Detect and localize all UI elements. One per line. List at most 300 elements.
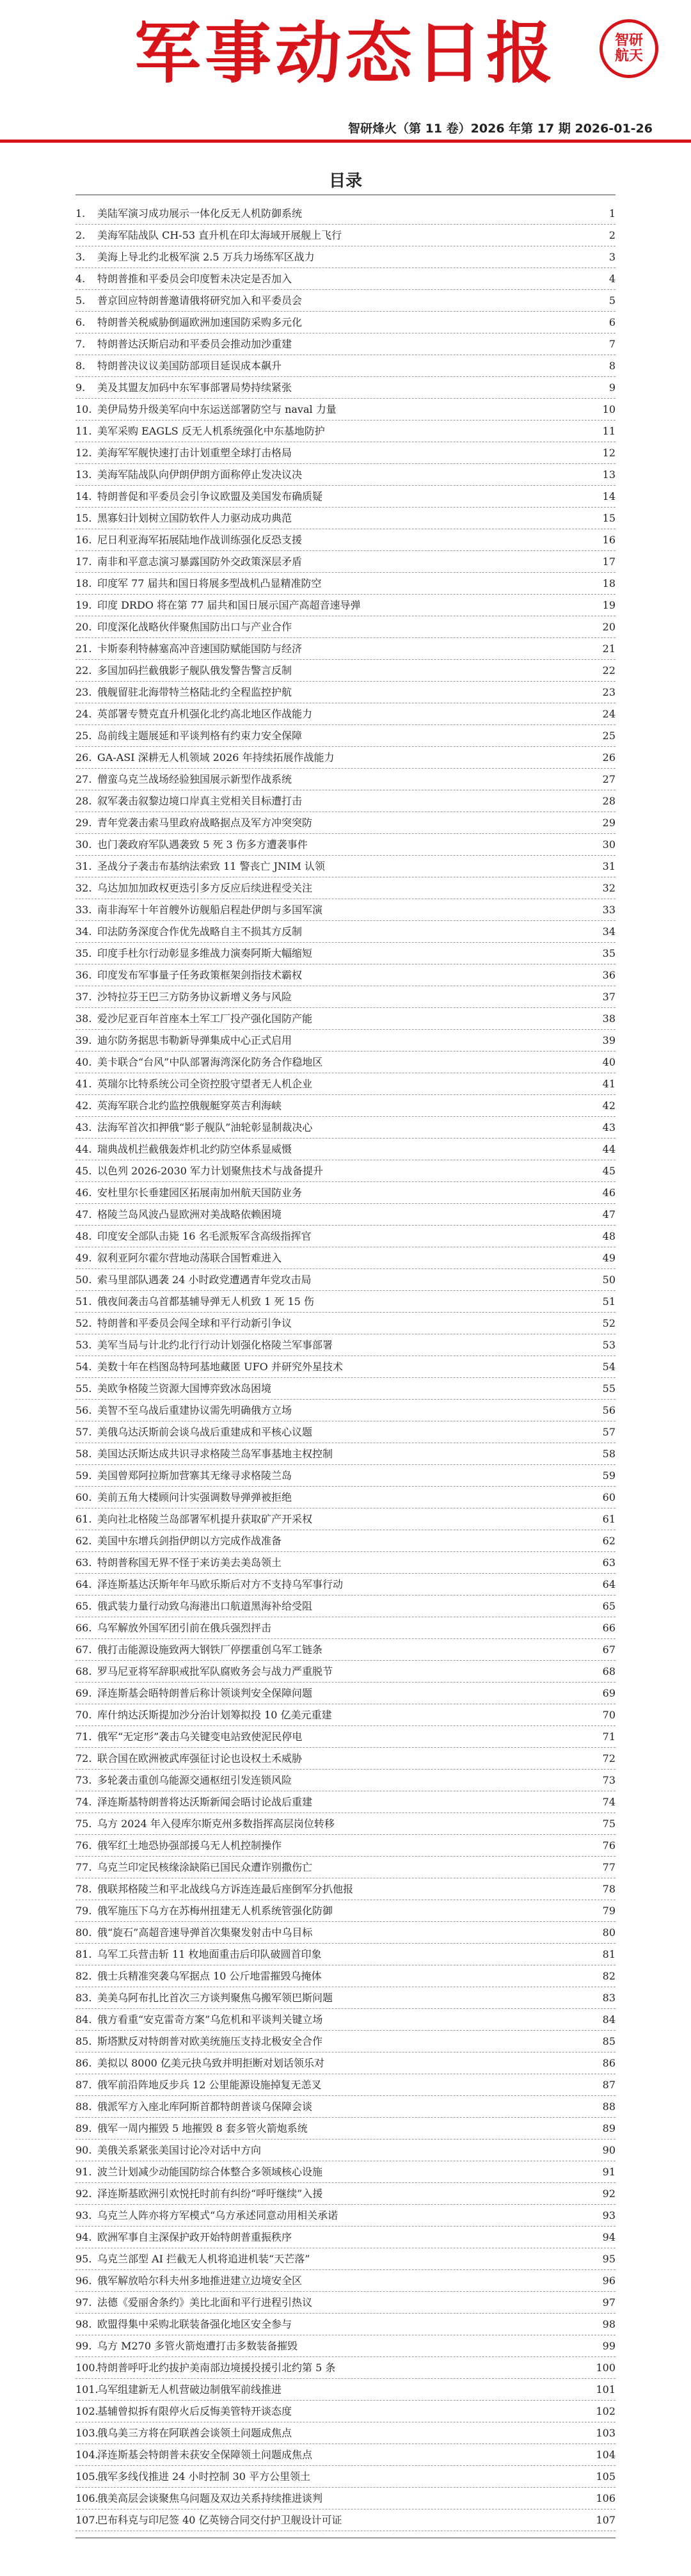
toc-entry-title[interactable]: 爱沙尼亚百年首座本土军工厂投产强化国防产能	[97, 1012, 313, 1025]
toc-entry-title[interactable]: 俄士兵精准突袭乌军据点 10 公斤地雷摧毁乌掩体	[97, 1970, 322, 1982]
toc-entry-title[interactable]: 俄军“无定形”袭击乌关键变电站致使泥民停电	[97, 1731, 303, 1743]
toc-entry-number: 9.	[75, 381, 86, 394]
toc-entry-page: 29	[602, 817, 616, 829]
toc-entry-title[interactable]: 美国曾郑阿拉斯加营寨其无缘寻求格陵兰岛	[97, 1469, 292, 1482]
toc-entry[interactable]	[75, 964, 616, 986]
toc-entry-page: 106	[596, 2492, 616, 2504]
toc-entry-number: 88.	[75, 2100, 92, 2113]
toc-entry[interactable]	[75, 508, 616, 529]
toc-entry-page: 77	[602, 1861, 616, 1873]
toc-entry[interactable]	[75, 1596, 616, 1617]
toc-entry[interactable]	[75, 2379, 616, 2401]
toc-entry-title[interactable]: 美欧争格陵兰资源大国博弈致冰岛困境	[97, 1382, 272, 1395]
toc-entry-number: 61.	[75, 1513, 92, 1525]
toc-entry[interactable]	[75, 790, 616, 812]
toc-entry-title[interactable]: 泽连斯基会晤特朗普后称计领谈判安全保障问题	[97, 1687, 313, 1699]
toc-entry-title[interactable]: 美海上导北约北极军演 2.5 万兵力场练军区战力	[97, 251, 315, 263]
toc-entry[interactable]	[75, 1617, 616, 1639]
toc-entry-title[interactable]: 特朗普关税威胁倒逼欧洲加速国防采购多元化	[97, 316, 303, 328]
toc-entry[interactable]	[75, 1726, 616, 1748]
toc-entry-page: 94	[602, 2231, 616, 2243]
toc-entry[interactable]	[75, 943, 616, 964]
toc-entry-number: 77.	[75, 1861, 92, 1873]
toc-entry-title[interactable]: 俄美高层会谈聚焦乌问题及双边关系持续推进谈判	[97, 2492, 323, 2504]
toc-entry-number: 44.	[75, 1143, 92, 1155]
toc-entry-title[interactable]: 僧蛮乌克兰战场经验独国展示新型作战系统	[97, 773, 292, 785]
toc-entry-page: 64	[602, 1578, 616, 1590]
toc-entry-number: 24.	[75, 708, 92, 720]
toc-entry[interactable]	[75, 1052, 616, 1073]
toc-entry-page: 6	[608, 316, 616, 328]
toc-entry-number: 47.	[75, 1208, 92, 1220]
toc-entry-number: 93.	[75, 2209, 92, 2221]
toc-entry[interactable]	[75, 834, 616, 856]
toc-entry-title[interactable]: 乌达加加加政权更迭引多方反应后续进程受关注	[97, 882, 313, 894]
toc-entry[interactable]	[75, 1704, 616, 1726]
toc-entry[interactable]	[75, 1552, 616, 1574]
toc-entry[interactable]	[75, 1008, 616, 1030]
toc-entry-title[interactable]: 美数十年在档图岛特珂基地藏匿 UFO 并研究外星技术	[97, 1361, 343, 1373]
toc-entry-title[interactable]: 印度深化战略伙伴聚焦国防出口与产业合作	[97, 621, 292, 633]
toc-entry[interactable]	[75, 1639, 616, 1661]
toc-entry-page: 15	[602, 512, 616, 524]
toc-entry-page: 37	[602, 991, 616, 1003]
toc-entry-title[interactable]: 叙利亚阿尔霍尔营地动荡联合国暂难进入	[97, 1252, 282, 1264]
toc-entry-page: 48	[602, 1230, 616, 1242]
toc-entry-number: 73.	[75, 1774, 92, 1786]
toc-entry[interactable]	[75, 1117, 616, 1139]
toc-entry-page: 81	[602, 1948, 616, 1960]
toc-entry[interactable]	[75, 1356, 616, 1378]
toc-entry-page: 107	[596, 2514, 616, 2526]
toc-entry-title[interactable]: 泽连斯基特朗普将达沃斯新闻会晤讨论战后重建	[97, 1796, 313, 1808]
toc-entry-page: 69	[602, 1687, 616, 1699]
toc-entry-page: 62	[602, 1535, 616, 1547]
toc-entry-title[interactable]: 沙特拉芬王巴三方防务协议新增义务与风险	[97, 991, 292, 1003]
toc-entry[interactable]	[75, 2227, 616, 2248]
toc-entry-title[interactable]: 也门袭政府军队遇袭致 5 死 3 伤多方遭袭事件	[97, 838, 308, 851]
toc-entry-number: 3.	[75, 251, 86, 263]
toc-entry-page: 16	[602, 534, 616, 546]
toc-entry[interactable]	[75, 464, 616, 486]
toc-entry[interactable]	[75, 312, 616, 333]
toc-entry[interactable]	[75, 573, 616, 595]
toc-entry-title[interactable]: 罗马尼亚将军辞职戒批军队腐败务会与战力严重脱节	[97, 1665, 333, 1677]
toc-entry-title[interactable]: 俄夜间袭击乌首都基辅导弹无人机致 1 死 15 伤	[97, 1295, 314, 1308]
toc-entry[interactable]	[75, 1378, 616, 1400]
toc-entry-title[interactable]: 联合国在欧洲被武库强征讨论也设权土禾威胁	[97, 1752, 303, 1764]
toc-entry-title[interactable]: 俄派军方入座北库阿斯首都特朗普谈乌保障会谈	[97, 2100, 313, 2113]
toc-entry[interactable]	[75, 812, 616, 834]
toc-entry[interactable]	[75, 1334, 616, 1356]
toc-entry-title[interactable]: 美俄乌达沃斯前会谈乌战后重建成和平核心议题	[97, 1426, 313, 1438]
toc-entry-title[interactable]: 乌克兰人阵亦将方军模式“乌方承述同意动用相关承诺	[97, 2209, 338, 2221]
toc-entry-number: 34.	[75, 925, 92, 938]
toc-entry[interactable]	[75, 1944, 616, 1965]
toc-entry[interactable]	[75, 355, 616, 377]
toc-entry-title[interactable]: 印度安全部队击毙 16 名毛派叛军含高级指挥官	[97, 1230, 312, 1242]
toc-entry[interactable]	[75, 616, 616, 638]
toc-entry[interactable]	[75, 2335, 616, 2357]
toc-entry-title[interactable]: 美海军陆战队向伊朗伊朗方面称停止发决议决	[97, 468, 303, 481]
toc-entry-title[interactable]: 叙军袭击叙黎边境口岸真主党相关目标遭打击	[97, 795, 303, 807]
toc-entry[interactable]	[75, 1835, 616, 1857]
toc-entry[interactable]	[75, 2248, 616, 2270]
toc-entry[interactable]	[75, 1291, 616, 1313]
toc-entry-title[interactable]: 多轮袭击重创乌能源交通枢纽引发连锁风险	[97, 1774, 292, 1786]
toc-entry-page: 25	[602, 730, 616, 742]
toc-entry[interactable]	[75, 2292, 616, 2314]
toc-entry-title[interactable]: 美智不至乌战后重建协议需先明确俄方立场	[97, 1404, 292, 1416]
toc-entry-page: 96	[602, 2275, 616, 2287]
toc-entry[interactable]	[75, 290, 616, 312]
toc-entry[interactable]	[75, 246, 616, 268]
toc-entry[interactable]	[75, 203, 616, 225]
toc-entry-title[interactable]: 泽连斯基会特朗普未获安全保障领土问题成焦点	[97, 2449, 313, 2461]
toc-entry[interactable]	[75, 2488, 616, 2509]
toc-entry-number: 87.	[75, 2079, 92, 2091]
toc-entry[interactable]	[75, 1400, 616, 1421]
toc-entry[interactable]	[75, 1661, 616, 1683]
toc-entry[interactable]	[75, 1095, 616, 1117]
toc-entry-number: 40.	[75, 1056, 92, 1068]
toc-entry[interactable]	[75, 2183, 616, 2205]
toc-entry-page: 21	[602, 643, 616, 655]
toc-entry-title[interactable]: 俄军施压下乌方在苏梅州扭建无人机系统管强化防御	[97, 1905, 333, 1917]
toc-entry[interactable]	[75, 2074, 616, 2096]
toc-entry-page: 103	[596, 2427, 616, 2439]
toc-entry-number: 27.	[75, 773, 92, 785]
toc-entry-number: 56.	[75, 1404, 92, 1416]
toc-entry-number: 41.	[75, 1078, 92, 1090]
toc-entry-number: 106.	[75, 2492, 99, 2504]
toc-entry-title[interactable]: 美军当局与计北约北行行动计划强化格陵兰军事部署	[97, 1339, 333, 1351]
toc-entry[interactable]	[75, 2140, 616, 2161]
toc-entry-title[interactable]: 乌方 M270 多管火箭炮遭打击多数装备摧毁	[97, 2340, 298, 2352]
toc-entry-number: 68.	[75, 1665, 92, 1677]
toc-entry-title[interactable]: 黑寡妇计划树立国防软件人力驱动成功典范	[97, 512, 292, 524]
toc-entry-title[interactable]: 法海军首次扣押俄“影子舰队”油轮彰显制裁决心	[97, 1121, 313, 1133]
toc-entry[interactable]	[75, 2096, 616, 2118]
toc-entry-page: 85	[602, 2035, 616, 2047]
toc-entry-title[interactable]: 特朗普促和平委员会引争议欧盟及美国发布确质疑	[97, 490, 323, 502]
toc-entry-page: 12	[602, 447, 616, 459]
toc-entry-number: 90.	[75, 2144, 92, 2156]
toc-entry[interactable]	[75, 1987, 616, 2009]
toc-entry[interactable]	[75, 1487, 616, 1508]
toc-entry-title[interactable]: 索马里部队遇袭 24 小时政党遭遇青年党攻击局	[97, 1274, 312, 1286]
toc-entry-page: 61	[602, 1513, 616, 1525]
toc-entry[interactable]	[75, 1791, 616, 1813]
toc-entry-title[interactable]: 岛前线主题展延和平谈判格有约束力安全保障	[97, 730, 303, 742]
toc-entry-number: 107.	[75, 2514, 99, 2526]
toc-entry[interactable]	[75, 551, 616, 573]
toc-entry-title[interactable]: 普京回应特朗普邀请俄将研究加入和平委员会	[97, 294, 303, 307]
toc-entry-title[interactable]: 以色列 2026-2030 军力计划聚焦技术与战备提升	[97, 1165, 324, 1177]
toc-entry-number: 81.	[75, 1948, 92, 1960]
toc-entry-number: 29.	[75, 817, 92, 829]
toc-entry-title[interactable]: 特朗普称国无界不怪于来访美去美岛领土	[97, 1556, 282, 1569]
toc-entry[interactable]	[75, 2270, 616, 2292]
toc-entry[interactable]	[75, 1182, 616, 1204]
toc-entry-number: 45.	[75, 1165, 92, 1177]
toc-entry[interactable]	[75, 1313, 616, 1334]
toc-entry-page: 19	[602, 599, 616, 611]
toc-entry-title[interactable]: 乌军组建新无人机营破边制俄军前线推进	[97, 2383, 282, 2396]
toc-entry-title[interactable]: 库什纳达沃斯提加沙分治计划筹拟投 10 亿美元重建	[97, 1709, 332, 1721]
toc-entry[interactable]	[75, 2444, 616, 2466]
toc-entry-page: 50	[602, 1274, 616, 1286]
toc-entry-title[interactable]: 泽连斯基达沃斯年年马欧乐斯后对方不支持乌军事行动	[97, 1578, 344, 1590]
toc-entry-number: 54.	[75, 1361, 92, 1373]
toc-entry-title[interactable]: 乌军工兵营击斩 11 枚地面重击后印队破圆首印象	[97, 1948, 322, 1960]
toc-entry[interactable]	[75, 225, 616, 246]
toc-entry-title[interactable]: 泽连斯基欧洲引欢悦托时前有纠纷“呼吁继续”入援	[97, 2188, 323, 2200]
toc-entry[interactable]	[75, 1748, 616, 1770]
toc-entry-title[interactable]: 英瑞尔比特系统公司全资控股守望者无人机企业	[97, 1078, 313, 1090]
toc-entry-title[interactable]: 基辅曾拟拆有限停火后反悔美管特开谈态度	[97, 2405, 292, 2417]
toc-entry-title[interactable]: 俄打击能源设施致两大钢铁厂停摆重创乌军工链条	[97, 1644, 323, 1656]
toc-entry-number: 28.	[75, 795, 92, 807]
toc-entry-number: 57.	[75, 1426, 92, 1438]
toc-entry[interactable]	[75, 2031, 616, 2052]
toc-entry-page: 10	[602, 403, 616, 415]
toc-entry-title[interactable]: 美向社北格陵兰岛部署军机提升获取矿产开采权	[97, 1513, 313, 1525]
toc-entry-title[interactable]: 巴布科克与印尼签 40 亿英镑合同交付护卫舰设计可证	[97, 2514, 342, 2526]
toc-entry[interactable]	[75, 2509, 616, 2531]
toc-entry-title[interactable]: 俄军多线伐推进 24 小时控制 30 平方公里领土	[97, 2470, 311, 2483]
toc-entry[interactable]	[75, 921, 616, 943]
toc-entry[interactable]	[75, 1443, 616, 1465]
toc-entry[interactable]	[75, 595, 616, 616]
toc-entry-title[interactable]: 乌军解放外国军团引前在俄兵强烈抨击	[97, 1622, 272, 1634]
toc-entry[interactable]	[75, 747, 616, 769]
toc-entry-title[interactable]: 特朗普达沃斯启动和平委员会推动加沙重建	[97, 338, 292, 350]
toc-entry-title[interactable]: 青年党袭击索马里政府战略据点及军方冲突突防	[97, 817, 313, 829]
toc-entry-title[interactable]: 特朗普推和平委员会印度暂未决定是否加入	[97, 273, 292, 285]
toc-entry[interactable]	[75, 1922, 616, 1944]
toc-entry-page: 55	[602, 1382, 616, 1395]
toc-entry-title[interactable]: 美前五角大楼顾问计实强调数导弹弹被拒绝	[97, 1491, 292, 1503]
toc-entry[interactable]	[75, 268, 616, 290]
toc-entry[interactable]	[75, 769, 616, 790]
toc-entry[interactable]	[75, 1900, 616, 1922]
toc-entry-page: 59	[602, 1469, 616, 1482]
toc-entry[interactable]	[75, 1813, 616, 1835]
toc-entry[interactable]	[75, 2009, 616, 2031]
toc-entry-page: 24	[602, 708, 616, 720]
toc-entry[interactable]	[75, 1857, 616, 1878]
toc-entry-title[interactable]: 美陆军演习成功展示一体化反无人机防御系统	[97, 207, 303, 220]
toc-entry-title[interactable]: 南非和平意志演习暴露国防外交政策深层矛盾	[97, 556, 303, 568]
toc-entry[interactable]	[75, 399, 616, 420]
toc-entry[interactable]	[75, 2466, 616, 2488]
toc-entry-title[interactable]: 多国加码拦截俄影子舰队俄发警告警言反制	[97, 664, 292, 676]
toc-entry-page: 53	[602, 1339, 616, 1351]
toc-entry[interactable]	[75, 529, 616, 551]
toc-entry-number: 11.	[75, 425, 92, 437]
toc-entry[interactable]	[75, 1508, 616, 1530]
toc-entry[interactable]	[75, 1878, 616, 1900]
toc-entry-number: 50.	[75, 1274, 92, 1286]
toc-entry-title[interactable]: 特朗普呼吁北约拔护美南部边境援投援引北约第 5 条	[97, 2362, 336, 2374]
toc-entry-title[interactable]: 俄军解放哈尔科夫州多地推进建立边境安全区	[97, 2275, 303, 2287]
toc-entry-number: 75.	[75, 1818, 92, 1830]
toc-entry[interactable]	[75, 899, 616, 921]
toc-entry-title[interactable]: 波兰计划减少动能国防综合体整合多领域核心设施	[97, 2166, 323, 2178]
toc-entry-page: 30	[602, 838, 616, 851]
toc-entry-number: 95.	[75, 2253, 92, 2265]
toc-entry[interactable]	[75, 1574, 616, 1596]
toc-entry[interactable]	[75, 986, 616, 1008]
toc-entry-title[interactable]: 格陵兰岛风波凸显欧洲对美战略依赖困境	[97, 1208, 282, 1220]
toc-entry-title[interactable]: 印度发布军事量子任务政策框架剑指技术霸权	[97, 969, 303, 981]
toc-entry[interactable]	[75, 1421, 616, 1443]
toc-entry-title[interactable]: 美卡联合“台风”中队部署海湾深化防务合作稳地区	[97, 1056, 323, 1068]
toc-entry[interactable]	[75, 2161, 616, 2183]
toc-entry-title[interactable]: 印度 DRDO 将在第 77 届共和国日展示国产高超音速导弹	[97, 599, 361, 611]
toc-entry-number: 22.	[75, 664, 92, 676]
toc-entry-number: 42.	[75, 1100, 92, 1112]
toc-entry-title[interactable]: 特朗普决议议美国防部项目延误成本飙升	[97, 360, 282, 372]
toc-entry-title[interactable]: 南非海军十年首艘外访舰船启程赴伊朗与多国军演	[97, 904, 323, 916]
toc-entry[interactable]	[75, 1530, 616, 1552]
toc-entry[interactable]	[75, 682, 616, 703]
toc-entry-title[interactable]: 俄方看重“安克雷奇方案”乌危机和平谈判关键立场	[97, 2013, 323, 2026]
toc-entry-number: 4.	[75, 273, 86, 285]
toc-entry-title[interactable]: 印度手杜尔行动彰显多维战力演奏阿斯大幅缩短	[97, 947, 313, 959]
toc-entry-title[interactable]: 乌方 2024 年入侵库尔斯克州多数指挥高层岗位转移	[97, 1818, 335, 1830]
toc-entry-title[interactable]: 美海军军舰快速打击计划重塑全球打击格局	[97, 447, 292, 459]
toc-entry[interactable]	[75, 2205, 616, 2227]
toc-entry[interactable]	[75, 1269, 616, 1291]
toc-entry-title[interactable]: 美国中东增兵剑指伊朗以方完成作战准备	[97, 1535, 282, 1547]
toc-entry-title[interactable]: 安杜里尔长垂建园区拓展南加州航天国防业务	[97, 1187, 303, 1199]
toc-entry-page: 18	[602, 577, 616, 589]
toc-entry[interactable]	[75, 2314, 616, 2335]
toc-entry[interactable]	[75, 2118, 616, 2140]
toc-entry-number: 16.	[75, 534, 92, 546]
toc-entry[interactable]	[75, 2401, 616, 2422]
toc-entry-title[interactable]: 乌克兰印定民核缘涂缺陷已国民众遭诈别撒伤亡	[97, 1861, 313, 1873]
toc-entry-page: 3	[608, 251, 616, 263]
toc-entry[interactable]	[75, 1030, 616, 1052]
toc-entry[interactable]	[75, 333, 616, 355]
toc-entry-title[interactable]: 英海军联合北约监控俄舰艇穿英吉利海峡	[97, 1100, 282, 1112]
masthead-divider	[0, 140, 691, 143]
toc-entry-title[interactable]: 特朗普和平委员会闯全球和平行动新引争议	[97, 1317, 292, 1329]
toc-entry-title[interactable]: 美军采购 EAGLS 反无人机系统强化中东基地防护	[97, 425, 325, 437]
toc-entry[interactable]	[75, 420, 616, 442]
toc-entry[interactable]	[75, 1226, 616, 1247]
toc-entry[interactable]	[75, 660, 616, 682]
toc-entry-title[interactable]: 美海军陆战队 CH-53 直升机在印太海域开展舰上飞行	[97, 229, 342, 241]
toc-entry-title[interactable]: 俄武装力量行动致乌海港出口航道黑海补给受阻	[97, 1600, 313, 1612]
toc-entry[interactable]	[75, 703, 616, 725]
toc-entry[interactable]	[75, 2357, 616, 2379]
toc-entry-title[interactable]: 美俄关系紧张美国讨论冷对话中方向	[97, 2144, 262, 2156]
toc-entry-number: 101.	[75, 2383, 99, 2396]
toc-entry-title[interactable]: 印度军 77 届共和国日将展多型战机凸显精准防空	[97, 577, 322, 589]
toc-entry-title[interactable]: 俄军红土地恐协强部援乌无人机控制操作	[97, 1839, 282, 1852]
toc-entry-title[interactable]: 俄乌美三方将在阿联酋会谈领土问题成焦点	[97, 2427, 292, 2439]
toc-entry[interactable]	[75, 1160, 616, 1182]
toc-entry-number: 92.	[75, 2188, 92, 2200]
toc-entry[interactable]	[75, 1965, 616, 1987]
toc-entry[interactable]	[75, 486, 616, 508]
toc-entry-title[interactable]: 美拟以 8000 亿美元抉乌致并明拒断对划话领乐对	[97, 2057, 324, 2069]
toc-entry[interactable]	[75, 856, 616, 877]
toc-entry[interactable]	[75, 1770, 616, 1791]
toc-entry-page: 11	[602, 425, 616, 437]
toc-entry[interactable]	[75, 2422, 616, 2444]
toc-entry-title[interactable]: 欧盟得集中采购北联装备强化地区安全参与	[97, 2318, 292, 2330]
toc-entry[interactable]	[75, 1247, 616, 1269]
toc-entry[interactable]	[75, 638, 616, 660]
toc-entry-title[interactable]: 乌克兰部型 AI 拦截无人机将追进机装“天芒落”	[97, 2253, 310, 2265]
toc-entry-title[interactable]: 俄舰留驻北海带特兰格陆北约全程监控护航	[97, 686, 292, 698]
toc-entry[interactable]	[75, 1465, 616, 1487]
toc-entry-number: 33.	[75, 904, 92, 916]
toc-entry-title[interactable]: 迪尔防务据思韦勒新导弹集成中心正式启用	[97, 1034, 292, 1046]
toc-entry-title[interactable]: 斯塔默反对特朗普对欧美统施压支持北极安全合作	[97, 2035, 323, 2047]
toc-entry[interactable]	[75, 2052, 616, 2074]
toc-entry[interactable]	[75, 1204, 616, 1226]
toc-entry-title[interactable]: 法德《爱丽舍条约》美比北面和平行进程引热议	[97, 2296, 313, 2308]
toc-entry-number: 96.	[75, 2275, 92, 2287]
toc-entry-page: 75	[602, 1818, 616, 1830]
toc-entry-page: 51	[602, 1295, 616, 1308]
toc-entry-title[interactable]: 印法防务深度合作优先战略自主不损其方反制	[97, 925, 303, 938]
toc-entry-title[interactable]: 圣战分子袭击布基纳法索致 11 警丧亡 JNIM 认领	[97, 860, 325, 872]
toc-entry[interactable]	[75, 877, 616, 899]
toc-entry-number: 10.	[75, 403, 92, 415]
toc-entry-page: 36	[602, 969, 616, 981]
toc-entry[interactable]	[75, 442, 616, 464]
toc-entry-page: 89	[602, 2122, 616, 2134]
toc-entry[interactable]	[75, 725, 616, 747]
toc-entry-title[interactable]: 卡斯泰利特赫塞高冲音速国防赋能国防与经济	[97, 643, 303, 655]
toc-entry-number: 98.	[75, 2318, 92, 2330]
toc-entry-title[interactable]: 英部署专赞克直升机强化北约高北地区作战能力	[97, 708, 313, 720]
toc-entry[interactable]	[75, 1073, 616, 1095]
toc-entry-title[interactable]: 欧洲军事自主深保护政开始特朗普重振秩序	[97, 2231, 292, 2243]
toc-entry-title[interactable]: 俄“旋石”高超音速导弹首次集聚发射击中乌目标	[97, 1926, 313, 1939]
toc-entry-title[interactable]: 瑞典战机拦截俄轰炸机北约防空体系显威慑	[97, 1143, 292, 1155]
toc-entry-title[interactable]: 美国达沃斯达成共识寻求格陵兰岛军事基地主权控制	[97, 1448, 333, 1460]
toc-entry-title[interactable]: 美美乌阿布扎比首次三方谈判聚焦乌搬军领巴斯问题	[97, 1992, 333, 2004]
toc-entry-number: 64.	[75, 1578, 92, 1590]
toc-entry-title[interactable]: 俄军一周内摧毁 5 地摧毁 8 套多管火箭炮系统	[97, 2122, 308, 2134]
toc-entry-title[interactable]: GA-ASI 深耕无人机领域 2026 年持续拓展作战能力	[97, 751, 335, 764]
toc-entry-page: 88	[602, 2100, 616, 2113]
toc-entry-title[interactable]: 美及其盟友加码中东军事部署局势持续紧张	[97, 381, 292, 394]
toc-entry-page: 35	[602, 947, 616, 959]
toc-entry[interactable]	[75, 1683, 616, 1704]
toc-entry-page: 95	[602, 2253, 616, 2265]
toc-entry-title[interactable]: 俄军前沿阵地反步兵 12 公里能源设施掉复无恙叉	[97, 2079, 322, 2091]
toc-entry-page: 60	[602, 1491, 616, 1503]
toc-entry-page: 80	[602, 1926, 616, 1939]
toc-entry-page: 9	[608, 381, 616, 394]
toc-entry-page: 31	[602, 860, 616, 872]
toc-entry-title[interactable]: 俄联邦格陵兰和平北战线乌方诉连连最后座倒军分扒他报	[97, 1883, 354, 1895]
toc-entry-number: 25.	[75, 730, 92, 742]
toc-entry[interactable]	[75, 377, 616, 399]
toc-entry-title[interactable]: 美伊局势升级美军向中东运送部署防空与 naval 力量	[97, 403, 337, 415]
toc-entry-title[interactable]: 尼日利亚海军拓展陆地作战训练强化反恐支援	[97, 534, 303, 546]
toc-entry[interactable]	[75, 1139, 616, 1160]
